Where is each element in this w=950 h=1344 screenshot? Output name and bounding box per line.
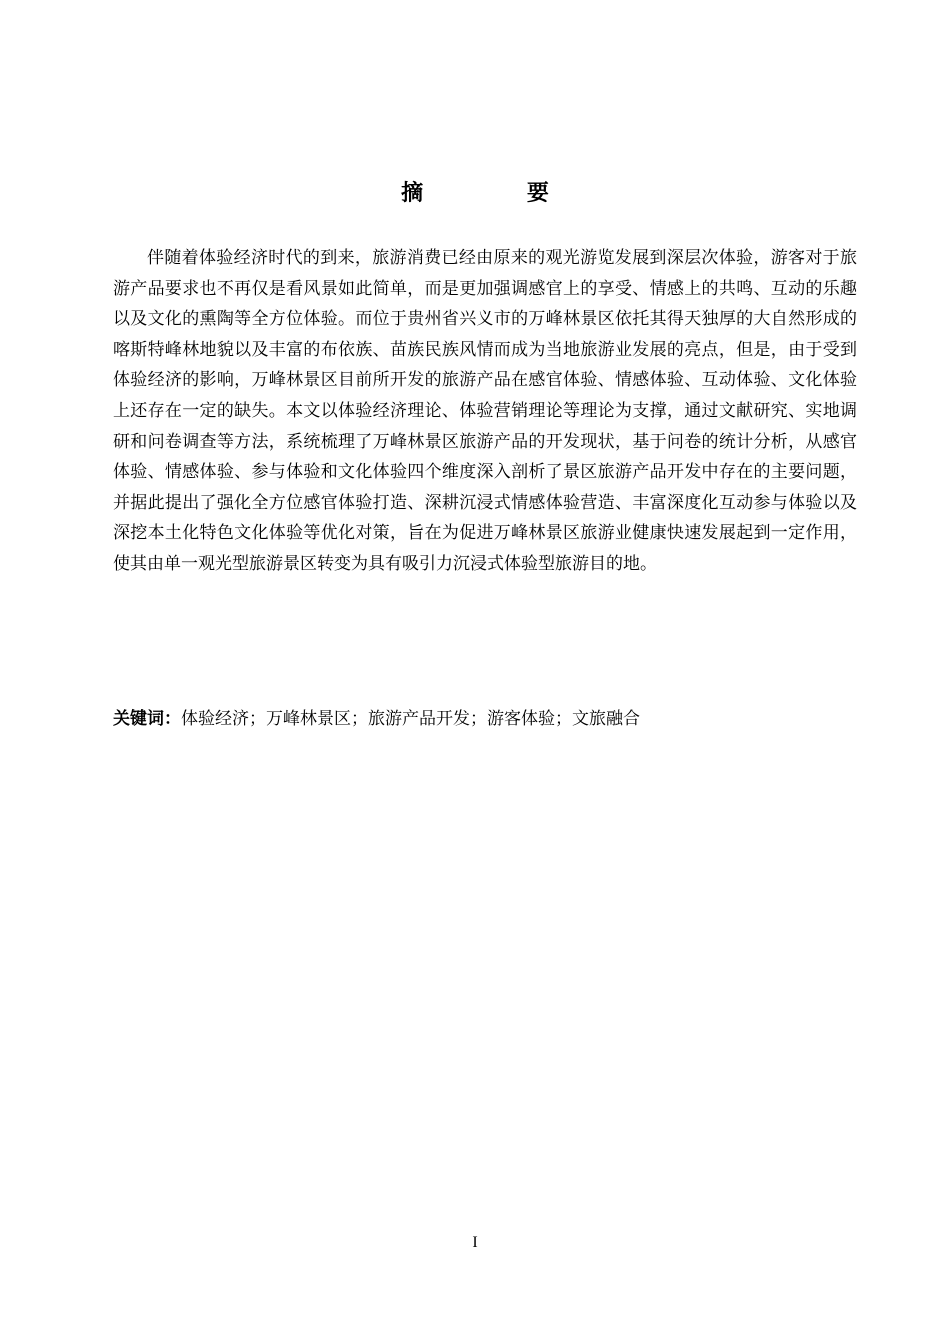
keywords-text: 体验经济；万峰林景区；旅游产品开发；游客体验；文旅融合 [181, 709, 640, 729]
page-number: I [472, 1234, 478, 1251]
abstract-title: 摘 要 [401, 181, 597, 206]
abstract-paragraph: 伴随着体验经济时代的到来，旅游消费已经由原来的观光游览发展到深层次体验，游客对于旅游产品要求也不再仅是看风景如此简单，而是更加强调感官上的享受、情感上的共鸣、互动的乐趣以及文化的熏陶等全方位体验。而位于贵州省兴义市的万峰林景区依托其得天独厚的大自然形成的喀斯特峰林地貌以及丰富的布依族、苗族民族风情而成为当地旅游业发展的亮点，但是，由于受到体验经济的影响，万峰林景区目前所开发的旅游产品在感官体验、情感体验、互动体验、文化体验上还存在一定的缺失。本文以体验经济理论、体验营销理论等理论为支撑，通过文献研究、实地调研和问卷调查等方法，系统梳理了万峰林景区旅游产品的开发现状，基于问卷的统计分析，从感官体验、情感体验、参与体验和文化体验四个维度深入剖析了景区旅游产品开发中存在的主要问题，并据此提出了强化全方位感官体验打造、深耕沉浸式情感体验营造、丰富深度化互动参与体验以及深挖本土化特色文化体验等优化对策，旨在为促进万峰林景区旅游业健康快速发展起到一定作用，使其由单一观光型旅游景区转变为具有吸引力沉浸式体验型旅游目的地。 [113, 248, 857, 574]
keywords-line [113, 705, 857, 733]
keywords-label: 关键词： [113, 709, 181, 729]
